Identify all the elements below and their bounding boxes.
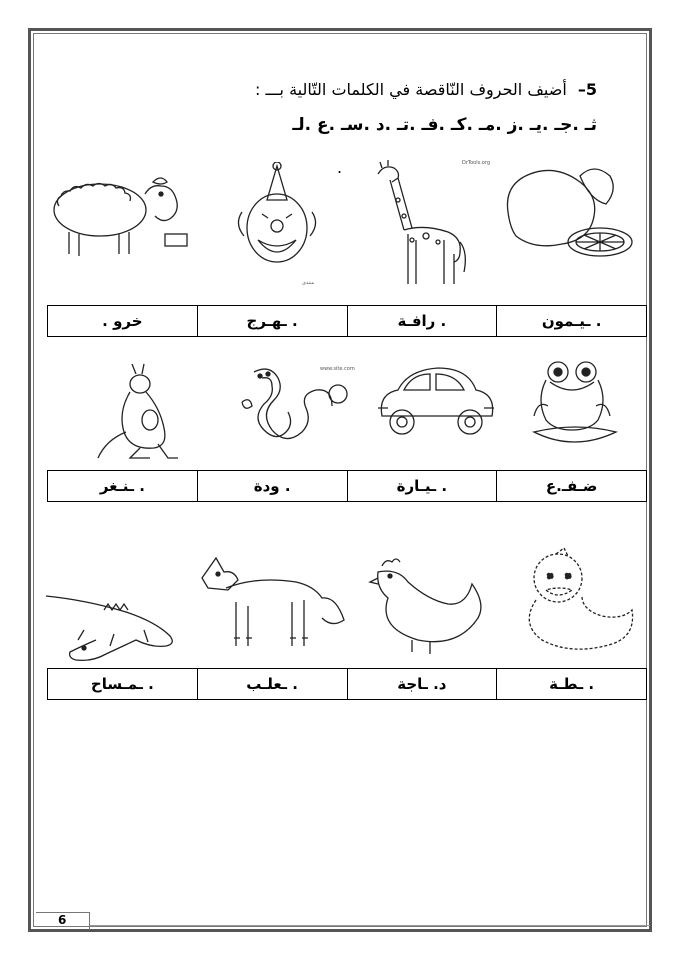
sheep-picture xyxy=(45,172,195,262)
answer-cell[interactable]: . ـنـغر xyxy=(48,471,198,502)
answer-cell[interactable]: . ـعلـب xyxy=(197,669,347,700)
frog-picture xyxy=(528,356,620,448)
answer-cell[interactable]: . ـطـة xyxy=(497,669,647,700)
clown-credit: منتدى xyxy=(302,280,315,286)
dot-mark: . xyxy=(337,158,343,177)
footer-divider xyxy=(90,925,650,926)
answer-cell[interactable]: خرو . xyxy=(48,306,198,337)
answer-cell[interactable]: د. ـاجة xyxy=(347,669,497,700)
car-picture xyxy=(374,364,498,444)
answer-table-row-1 xyxy=(47,305,647,337)
answer-cell[interactable]: ضـفـ.ع xyxy=(497,471,647,502)
fox-picture xyxy=(196,552,348,656)
answer-table-row-2 xyxy=(47,470,647,502)
snake-credit: www.site.com xyxy=(320,366,355,372)
crocodile-picture xyxy=(44,590,180,662)
table-row xyxy=(48,306,647,337)
answer-cell[interactable]: . ودة xyxy=(197,471,347,502)
table-row xyxy=(48,471,647,502)
letters-line: ثـ .جـ .يـ .ز .مـ .كـ .فـ .تـ .د .سـ .ع .لـ xyxy=(292,115,597,135)
exercise-instruction-text: أضيف الحروف النّاقصة في الكلمات التّالية بـــ : xyxy=(254,80,567,99)
snake-picture xyxy=(234,362,360,462)
exercise-number: 5– xyxy=(577,80,597,99)
clown-picture xyxy=(234,162,320,280)
exercise-instruction xyxy=(255,80,597,99)
page-number: 6 xyxy=(58,913,67,927)
answer-cell[interactable]: . ـيـمون xyxy=(497,306,647,337)
answer-cell[interactable]: . ـمـساح xyxy=(48,669,198,700)
giraffe-picture xyxy=(368,160,491,288)
kangaroo-picture xyxy=(96,362,182,462)
table-row xyxy=(48,669,647,700)
answer-cell[interactable]: . ـيـارة xyxy=(347,471,497,502)
answer-table-row-3 xyxy=(47,668,647,700)
chicken-picture xyxy=(368,556,494,656)
giraffe-credit: DrTools.org xyxy=(462,160,491,166)
answer-cell[interactable]: . ـهـرج xyxy=(197,306,347,337)
duckling-picture xyxy=(516,546,638,656)
lemon-picture xyxy=(502,162,636,266)
answer-cell[interactable]: . رافـة xyxy=(347,306,497,337)
